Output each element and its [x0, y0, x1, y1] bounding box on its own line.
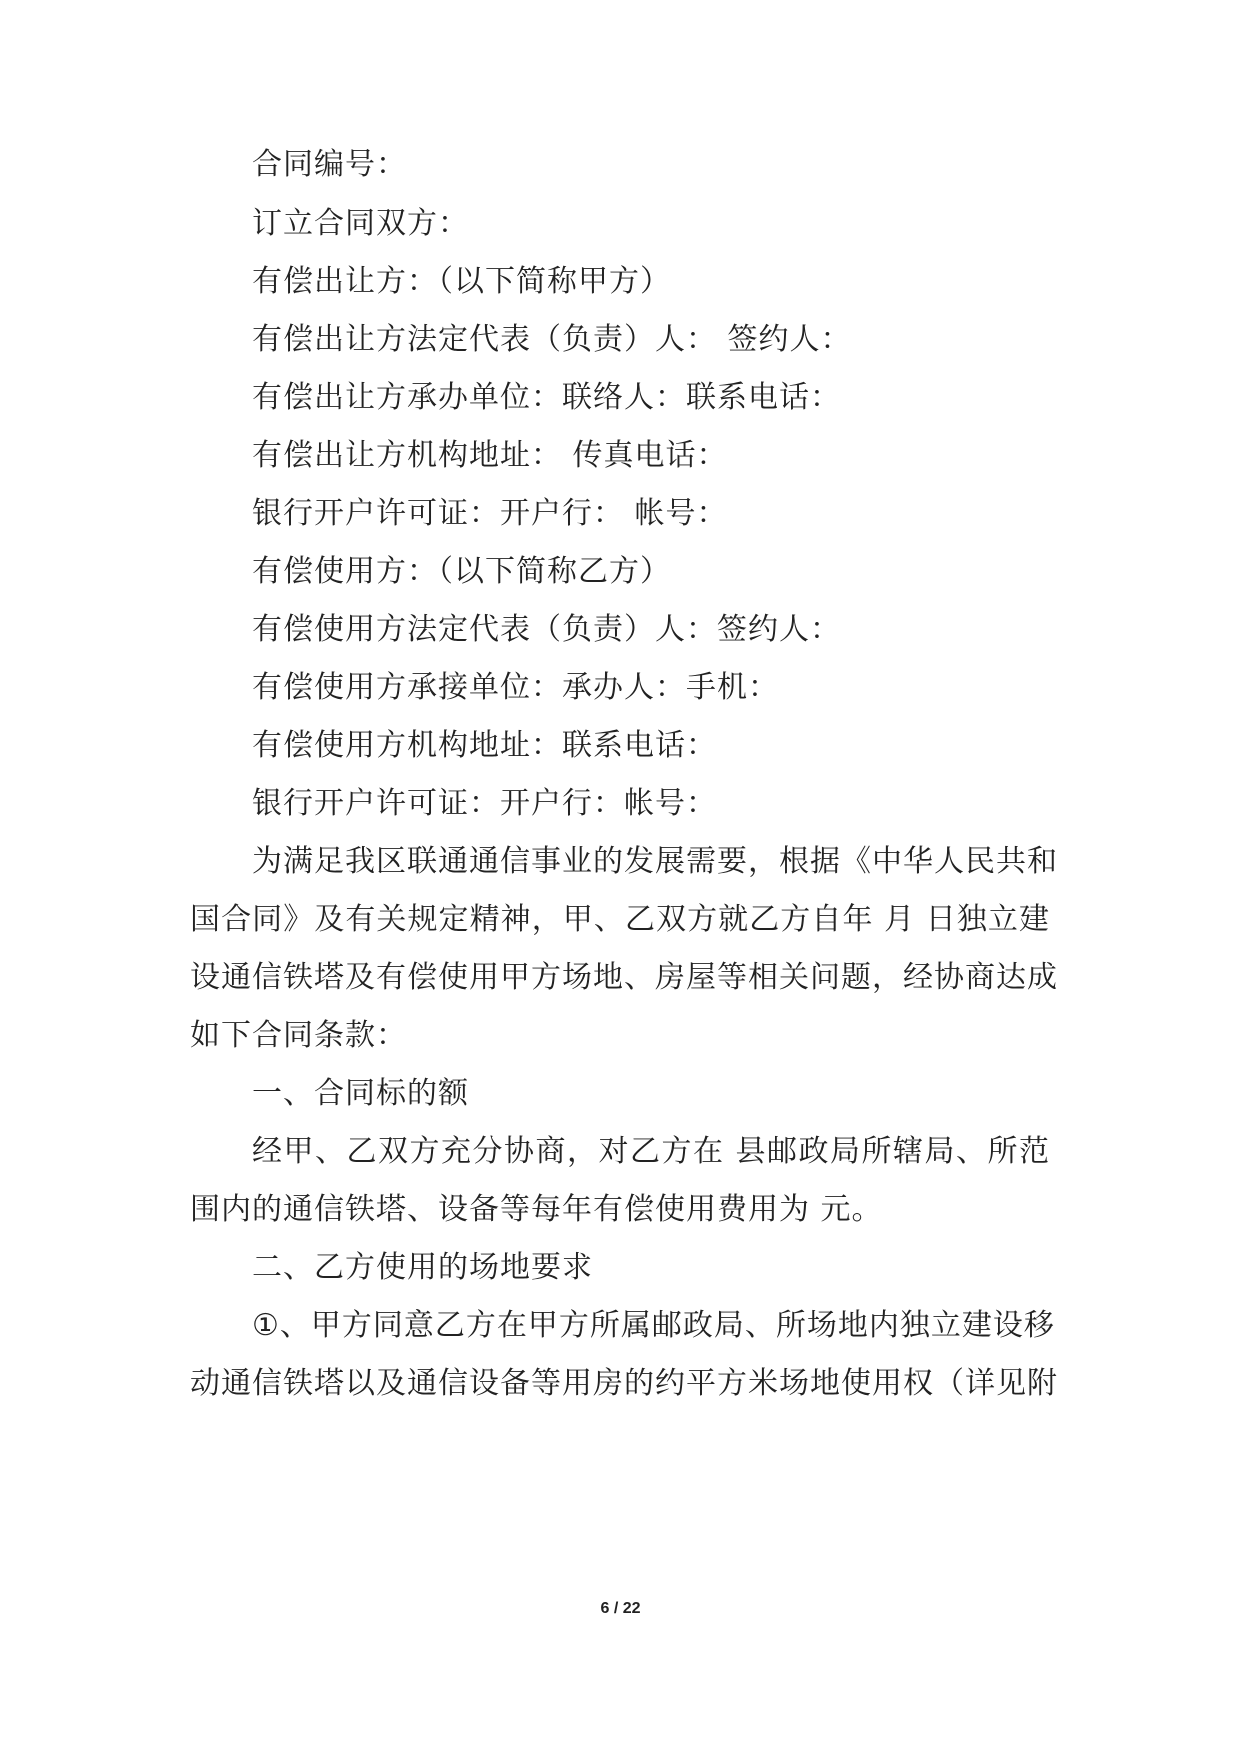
section-heading: 二、乙方使用的场地要求 — [252, 1250, 593, 1285]
intro-paragraph-line: 如下合同条款： — [190, 1018, 407, 1053]
party-b-representative-line: 有偿使用方法定代表（负责）人：签约人： — [252, 612, 841, 647]
party-a-address-line: 有偿出让方机构地址： 传真电话： — [252, 438, 728, 473]
party-a-unit-line: 有偿出让方承办单位：联络人：联系电话： — [252, 380, 841, 415]
section-paragraph-line: 经甲、乙双方充分协商，对乙方在 县邮政局所辖局、所范 — [252, 1134, 1050, 1169]
party-a-bank-line: 银行开户许可证：开户行： 帐号： — [252, 496, 728, 531]
party-a-representative-line: 有偿出让方法定代表（负责）人： 签约人： — [252, 322, 852, 357]
page-number: 6 / 22 — [600, 1600, 641, 1617]
section-paragraph-line: 动通信铁塔以及通信设备等用房的约平方米场地使用权（详见附 — [190, 1366, 1058, 1401]
contract-number-line: 合同编号： — [252, 147, 407, 182]
party-b-bank-line: 银行开户许可证：开户行：帐号： — [252, 786, 717, 821]
intro-paragraph-line: 设通信铁塔及有偿使用甲方场地、房屋等相关问题，经协商达成 — [190, 960, 1058, 995]
party-a-line: 有偿出让方：（以下简称甲方） — [252, 264, 671, 299]
section-heading: 一、合同标的额 — [252, 1076, 469, 1111]
parties-line: 订立合同双方： — [252, 206, 469, 241]
party-b-line: 有偿使用方：（以下简称乙方） — [252, 554, 671, 589]
section-paragraph-line: 围内的通信铁塔、设备等每年有偿使用费用为 元。 — [190, 1192, 883, 1227]
party-b-unit-line: 有偿使用方承接单位：承办人：手机： — [252, 670, 779, 705]
section-paragraph-line: ①、甲方同意乙方在甲方所属邮政局、所场地内独立建设移 — [252, 1308, 1055, 1343]
intro-paragraph-line: 国合同》及有关规定精神，甲、乙双方就乙方自年 月 日独立建 — [190, 902, 1050, 937]
party-b-address-line: 有偿使用方机构地址：联系电话： — [252, 728, 717, 763]
intro-paragraph-line: 为满足我区联通通信事业的发展需要，根据《中华人民共和 — [252, 844, 1058, 879]
